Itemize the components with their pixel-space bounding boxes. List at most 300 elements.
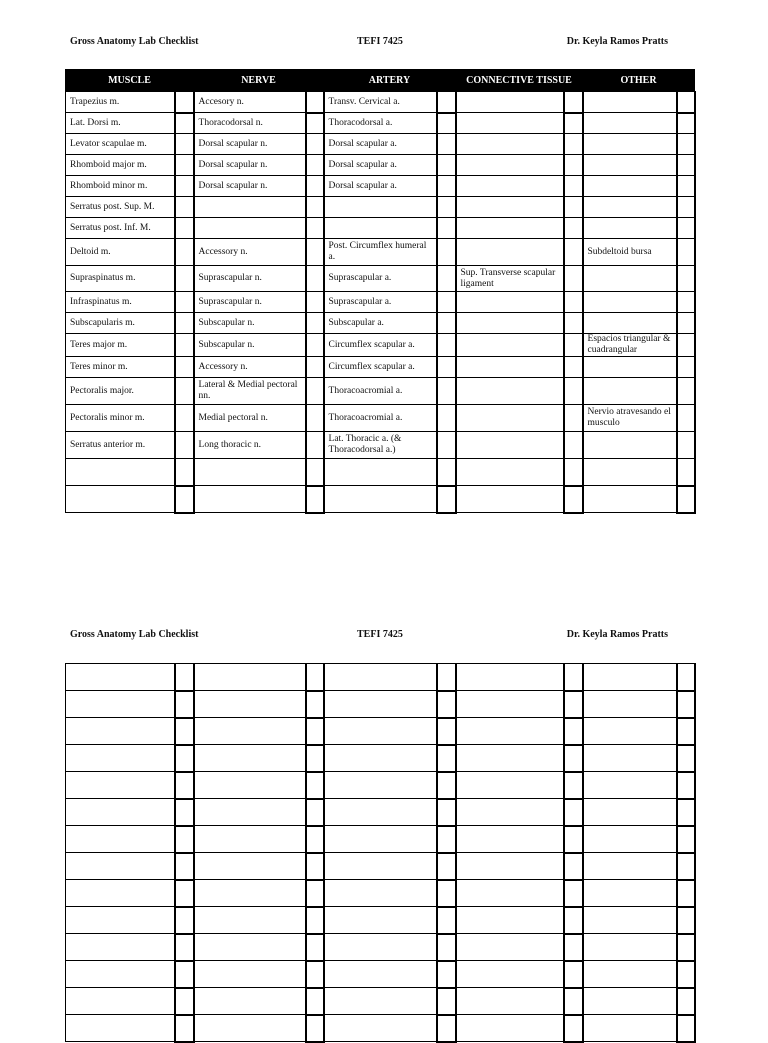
- table-row: [66, 772, 695, 799]
- cell-artery: Dorsal scapular a.: [324, 134, 437, 155]
- cell-muscle: Teres major m.: [66, 334, 175, 357]
- checkbox-connective[interactable]: [564, 880, 583, 907]
- cell-muscle: Supraspinatus m.: [66, 266, 175, 292]
- blank-cell-artery[interactable]: [324, 880, 437, 907]
- checkbox-other[interactable]: [677, 197, 695, 218]
- blank-cell-other[interactable]: [583, 934, 677, 961]
- blank-cell-muscle[interactable]: [66, 853, 175, 880]
- blank-cell-connective[interactable]: [456, 853, 564, 880]
- checkbox-connective[interactable]: [564, 718, 583, 745]
- table-row: [66, 113, 695, 134]
- checkbox-artery[interactable]: [437, 799, 456, 826]
- page-header-top: [70, 35, 668, 49]
- checkbox-other[interactable]: [677, 313, 695, 334]
- checkbox-nerve[interactable]: [306, 799, 324, 826]
- checkbox-nerve[interactable]: [306, 853, 324, 880]
- checkbox-connective[interactable]: [564, 266, 583, 292]
- blank-cell-muscle[interactable]: [66, 718, 175, 745]
- checkbox-artery[interactable]: [437, 239, 456, 266]
- blank-cell-other[interactable]: [583, 961, 677, 988]
- blank-cell-connective[interactable]: [456, 799, 564, 826]
- blank-cell-nerve[interactable]: [194, 745, 306, 772]
- checkbox-other[interactable]: [677, 907, 695, 934]
- checkbox-artery[interactable]: [437, 197, 456, 218]
- checkbox-connective[interactable]: [564, 907, 583, 934]
- checkbox-other[interactable]: [677, 155, 695, 176]
- cell-artery: Dorsal scapular a.: [324, 176, 437, 197]
- cell-other: [583, 378, 677, 405]
- checkbox-other[interactable]: [677, 134, 695, 155]
- blank-cell-connective[interactable]: [456, 718, 564, 745]
- course-title: Gross Anatomy Lab Checklist: [70, 629, 199, 640]
- checkbox-artery[interactable]: [437, 432, 456, 459]
- checkbox-nerve[interactable]: [306, 378, 324, 405]
- checkbox-nerve[interactable]: [306, 1015, 324, 1042]
- checkbox-muscle[interactable]: [175, 691, 194, 718]
- checkbox-nerve[interactable]: [306, 266, 324, 292]
- cell-muscle: Trapezius m.: [66, 92, 175, 113]
- checkbox-artery[interactable]: [437, 745, 456, 772]
- blank-cell-artery[interactable]: [324, 988, 437, 1015]
- checkbox-muscle[interactable]: [175, 313, 194, 334]
- cell-muscle: [66, 486, 175, 513]
- checkbox-other[interactable]: [677, 799, 695, 826]
- checkbox-nerve[interactable]: [306, 357, 324, 378]
- blank-cell-artery[interactable]: [324, 799, 437, 826]
- cell-artery: Thoracoacromial a.: [324, 405, 437, 432]
- blank-cell-muscle[interactable]: [66, 907, 175, 934]
- blank-cell-nerve[interactable]: [194, 826, 306, 853]
- checkbox-connective[interactable]: [564, 988, 583, 1015]
- blank-cell-connective[interactable]: [456, 745, 564, 772]
- blank-cell-connective[interactable]: [456, 961, 564, 988]
- checkbox-nerve[interactable]: [306, 113, 324, 134]
- blank-cell-connective[interactable]: [456, 907, 564, 934]
- checkbox-nerve[interactable]: [306, 459, 324, 486]
- blank-cell-other[interactable]: [583, 1015, 677, 1042]
- cell-nerve: Dorsal scapular n.: [194, 155, 306, 176]
- table-row: [66, 292, 695, 313]
- blank-cell-muscle[interactable]: [66, 745, 175, 772]
- checkbox-artery[interactable]: [437, 907, 456, 934]
- checkbox-muscle[interactable]: [175, 357, 194, 378]
- checkbox-other[interactable]: [677, 357, 695, 378]
- checkbox-artery[interactable]: [437, 961, 456, 988]
- checkbox-connective[interactable]: [564, 357, 583, 378]
- checkbox-muscle[interactable]: [175, 92, 194, 113]
- checkbox-other[interactable]: [677, 880, 695, 907]
- checkbox-muscle[interactable]: [175, 880, 194, 907]
- blank-cell-other[interactable]: [583, 907, 677, 934]
- cell-artery: Dorsal scapular a.: [324, 155, 437, 176]
- blank-cell-other[interactable]: [583, 826, 677, 853]
- checkbox-muscle[interactable]: [175, 266, 194, 292]
- blank-cell-nerve[interactable]: [194, 907, 306, 934]
- checkbox-connective[interactable]: [564, 113, 583, 134]
- checkbox-muscle[interactable]: [175, 961, 194, 988]
- blank-cell-connective[interactable]: [456, 934, 564, 961]
- column-header-other: OTHER: [583, 70, 695, 92]
- blank-cell-other[interactable]: [583, 664, 677, 691]
- checkbox-nerve[interactable]: [306, 176, 324, 197]
- blank-cell-muscle[interactable]: [66, 772, 175, 799]
- checkbox-muscle[interactable]: [175, 113, 194, 134]
- checkbox-muscle[interactable]: [175, 176, 194, 197]
- cell-nerve: [194, 459, 306, 486]
- checkbox-connective[interactable]: [564, 378, 583, 405]
- table-row: [66, 134, 695, 155]
- checkbox-artery[interactable]: [437, 664, 456, 691]
- blank-cell-other[interactable]: [583, 745, 677, 772]
- blank-cell-connective[interactable]: [456, 772, 564, 799]
- blank-cell-other[interactable]: [583, 853, 677, 880]
- cell-nerve: Suprascapular n.: [194, 266, 306, 292]
- column-header-artery: ARTERY: [324, 70, 456, 92]
- blank-cell-artery[interactable]: [324, 745, 437, 772]
- table-row: [66, 718, 695, 745]
- blank-cell-muscle[interactable]: [66, 826, 175, 853]
- checkbox-other[interactable]: [677, 745, 695, 772]
- checkbox-other[interactable]: [677, 664, 695, 691]
- blank-cell-other[interactable]: [583, 880, 677, 907]
- checkbox-connective[interactable]: [564, 405, 583, 432]
- cell-connective: [456, 239, 564, 266]
- cell-other: Subdeltoid bursa: [583, 239, 677, 266]
- blank-cell-artery[interactable]: [324, 664, 437, 691]
- checkbox-connective[interactable]: [564, 826, 583, 853]
- checkbox-other[interactable]: [677, 961, 695, 988]
- cell-connective: [456, 155, 564, 176]
- checkbox-nerve[interactable]: [306, 134, 324, 155]
- cell-nerve: Accessory n.: [194, 239, 306, 266]
- cell-artery: [324, 197, 437, 218]
- checkbox-nerve[interactable]: [306, 691, 324, 718]
- checkbox-artery[interactable]: [437, 772, 456, 799]
- checkbox-muscle[interactable]: [175, 826, 194, 853]
- checkbox-connective[interactable]: [564, 961, 583, 988]
- cell-nerve: Dorsal scapular n.: [194, 176, 306, 197]
- blank-cell-nerve[interactable]: [194, 799, 306, 826]
- checkbox-other[interactable]: [677, 459, 695, 486]
- checkbox-muscle[interactable]: [175, 486, 194, 513]
- column-header-connective-tissue: CONNECTIVE TISSUE: [456, 70, 583, 92]
- checkbox-nerve[interactable]: [306, 218, 324, 239]
- blank-cell-artery[interactable]: [324, 853, 437, 880]
- blank-cell-connective[interactable]: [456, 988, 564, 1015]
- checkbox-muscle[interactable]: [175, 988, 194, 1015]
- checkbox-muscle[interactable]: [175, 799, 194, 826]
- checkbox-connective[interactable]: [564, 1015, 583, 1042]
- blank-cell-nerve[interactable]: [194, 691, 306, 718]
- checkbox-nerve[interactable]: [306, 826, 324, 853]
- checkbox-muscle[interactable]: [175, 292, 194, 313]
- cell-artery: Suprascapular a.: [324, 266, 437, 292]
- checkbox-connective[interactable]: [564, 664, 583, 691]
- checkbox-connective[interactable]: [564, 292, 583, 313]
- checkbox-connective[interactable]: [564, 197, 583, 218]
- blank-cell-nerve[interactable]: [194, 961, 306, 988]
- blank-cell-nerve[interactable]: [194, 880, 306, 907]
- checkbox-other[interactable]: [677, 718, 695, 745]
- checkbox-connective[interactable]: [564, 334, 583, 357]
- table-row: [66, 432, 695, 459]
- checkbox-other[interactable]: [677, 853, 695, 880]
- blank-cell-nerve[interactable]: [194, 664, 306, 691]
- blank-cell-artery[interactable]: [324, 961, 437, 988]
- blank-cell-nerve[interactable]: [194, 934, 306, 961]
- blank-cell-other[interactable]: [583, 988, 677, 1015]
- cell-nerve: Dorsal scapular n.: [194, 134, 306, 155]
- table-row: [66, 197, 695, 218]
- checkbox-connective[interactable]: [564, 218, 583, 239]
- checkbox-muscle[interactable]: [175, 718, 194, 745]
- checkbox-connective[interactable]: [564, 853, 583, 880]
- checkbox-connective[interactable]: [564, 459, 583, 486]
- checkbox-nerve[interactable]: [306, 405, 324, 432]
- cell-connective: [456, 176, 564, 197]
- checkbox-connective[interactable]: [564, 313, 583, 334]
- checkbox-nerve[interactable]: [306, 988, 324, 1015]
- checkbox-other[interactable]: [677, 405, 695, 432]
- checkbox-artery[interactable]: [437, 718, 456, 745]
- checkbox-artery[interactable]: [437, 691, 456, 718]
- checkbox-muscle[interactable]: [175, 664, 194, 691]
- checkbox-connective[interactable]: [564, 92, 583, 113]
- blank-cell-muscle[interactable]: [66, 988, 175, 1015]
- checkbox-artery[interactable]: [437, 459, 456, 486]
- blank-cell-artery[interactable]: [324, 826, 437, 853]
- checkbox-other[interactable]: [677, 292, 695, 313]
- checkbox-nerve[interactable]: [306, 961, 324, 988]
- blank-cell-connective[interactable]: [456, 1015, 564, 1042]
- checkbox-muscle[interactable]: [175, 197, 194, 218]
- checkbox-nerve[interactable]: [306, 92, 324, 113]
- checkbox-connective[interactable]: [564, 176, 583, 197]
- column-header-nerve: NERVE: [194, 70, 324, 92]
- cell-muscle: Levator scapulae m.: [66, 134, 175, 155]
- checkbox-nerve[interactable]: [306, 292, 324, 313]
- blank-cell-connective[interactable]: [456, 691, 564, 718]
- checkbox-muscle[interactable]: [175, 853, 194, 880]
- blank-cell-muscle[interactable]: [66, 1015, 175, 1042]
- blank-cell-muscle[interactable]: [66, 880, 175, 907]
- cell-artery: [324, 459, 437, 486]
- blank-cell-artery[interactable]: [324, 934, 437, 961]
- checkbox-connective[interactable]: [564, 799, 583, 826]
- checkbox-nerve[interactable]: [306, 772, 324, 799]
- checkbox-artery[interactable]: [437, 826, 456, 853]
- checkbox-artery[interactable]: [437, 113, 456, 134]
- checkbox-other[interactable]: [677, 176, 695, 197]
- blank-cell-connective[interactable]: [456, 664, 564, 691]
- checkbox-muscle[interactable]: [175, 134, 194, 155]
- cell-muscle: Rhomboid minor m.: [66, 176, 175, 197]
- checkbox-artery[interactable]: [437, 92, 456, 113]
- checkbox-nerve[interactable]: [306, 239, 324, 266]
- checkbox-artery[interactable]: [437, 134, 456, 155]
- cell-other: [583, 266, 677, 292]
- checkbox-other[interactable]: [677, 92, 695, 113]
- checkbox-other[interactable]: [677, 691, 695, 718]
- checkbox-artery[interactable]: [437, 1015, 456, 1042]
- checkbox-muscle[interactable]: [175, 1015, 194, 1042]
- cell-other: [583, 92, 677, 113]
- cell-artery: Subscapular a.: [324, 313, 437, 334]
- checkbox-nerve[interactable]: [306, 197, 324, 218]
- blank-cell-other[interactable]: [583, 799, 677, 826]
- checkbox-nerve[interactable]: [306, 718, 324, 745]
- table-row: [66, 313, 695, 334]
- blank-cell-muscle[interactable]: [66, 961, 175, 988]
- blank-cell-other[interactable]: [583, 718, 677, 745]
- blank-cell-connective[interactable]: [456, 880, 564, 907]
- blank-cell-artery[interactable]: [324, 1015, 437, 1042]
- checkbox-other[interactable]: [677, 239, 695, 266]
- checkbox-other[interactable]: [677, 378, 695, 405]
- blank-cell-nerve[interactable]: [194, 988, 306, 1015]
- cell-nerve: Medial pectoral n.: [194, 405, 306, 432]
- checkbox-nerve[interactable]: [306, 155, 324, 176]
- blank-cell-muscle[interactable]: [66, 799, 175, 826]
- checkbox-muscle[interactable]: [175, 334, 194, 357]
- blank-cell-connective[interactable]: [456, 826, 564, 853]
- checkbox-connective[interactable]: [564, 486, 583, 513]
- table-row: [66, 961, 695, 988]
- blank-cell-nerve[interactable]: [194, 718, 306, 745]
- course-title: Gross Anatomy Lab Checklist: [70, 36, 199, 47]
- blank-cell-artery[interactable]: [324, 691, 437, 718]
- checkbox-artery[interactable]: [437, 313, 456, 334]
- table-row: [66, 378, 695, 405]
- checkbox-other[interactable]: [677, 113, 695, 134]
- checkbox-muscle[interactable]: [175, 934, 194, 961]
- cell-connective: [456, 197, 564, 218]
- checkbox-connective[interactable]: [564, 745, 583, 772]
- checkbox-artery[interactable]: [437, 378, 456, 405]
- checkbox-other[interactable]: [677, 988, 695, 1015]
- checkbox-connective[interactable]: [564, 934, 583, 961]
- checkbox-artery[interactable]: [437, 853, 456, 880]
- blank-cell-nerve[interactable]: [194, 1015, 306, 1042]
- checkbox-other[interactable]: [677, 772, 695, 799]
- checklist-sheet-filled: [65, 69, 696, 514]
- checkbox-muscle[interactable]: [175, 907, 194, 934]
- checkbox-muscle[interactable]: [175, 432, 194, 459]
- instructor-name: Dr. Keyla Ramos Pratts: [566, 36, 668, 47]
- cell-muscle: Serratus post. Sup. M.: [66, 197, 175, 218]
- checkbox-artery[interactable]: [437, 176, 456, 197]
- checkbox-artery[interactable]: [437, 357, 456, 378]
- table-row: [66, 907, 695, 934]
- checkbox-nerve[interactable]: [306, 664, 324, 691]
- checkbox-nerve[interactable]: [306, 934, 324, 961]
- checkbox-other[interactable]: [677, 934, 695, 961]
- cell-muscle: Serratus anterior m.: [66, 432, 175, 459]
- cell-other: Nervio atravesando el musculo: [583, 405, 677, 432]
- checkbox-artery[interactable]: [437, 266, 456, 292]
- checkbox-artery[interactable]: [437, 486, 456, 513]
- checkbox-nerve[interactable]: [306, 907, 324, 934]
- checkbox-other[interactable]: [677, 1015, 695, 1042]
- checkbox-muscle[interactable]: [175, 218, 194, 239]
- checkbox-artery[interactable]: [437, 334, 456, 357]
- cell-artery: [324, 486, 437, 513]
- checkbox-other[interactable]: [677, 334, 695, 357]
- checkbox-muscle[interactable]: [175, 772, 194, 799]
- checkbox-connective[interactable]: [564, 691, 583, 718]
- checkbox-muscle[interactable]: [175, 378, 194, 405]
- checkbox-nerve[interactable]: [306, 745, 324, 772]
- checkbox-muscle[interactable]: [175, 459, 194, 486]
- checkbox-nerve[interactable]: [306, 334, 324, 357]
- checkbox-artery[interactable]: [437, 405, 456, 432]
- course-code: TEFI 7425: [357, 36, 403, 47]
- cell-muscle: Subscapularis m.: [66, 313, 175, 334]
- cell-artery: Suprascapular a.: [324, 292, 437, 313]
- blank-cell-nerve[interactable]: [194, 853, 306, 880]
- cell-connective: [456, 334, 564, 357]
- cell-artery: Circumflex scapular a.: [324, 334, 437, 357]
- checkbox-connective[interactable]: [564, 239, 583, 266]
- blank-cell-other[interactable]: [583, 691, 677, 718]
- checkbox-other[interactable]: [677, 266, 695, 292]
- cell-connective: Sup. Transverse scapular ligament: [456, 266, 564, 292]
- checkbox-nerve[interactable]: [306, 432, 324, 459]
- table-row: [66, 176, 695, 197]
- blank-cell-muscle[interactable]: [66, 934, 175, 961]
- checkbox-artery[interactable]: [437, 880, 456, 907]
- table-row: [66, 880, 695, 907]
- checkbox-artery[interactable]: [437, 218, 456, 239]
- checkbox-artery[interactable]: [437, 988, 456, 1015]
- table-row: [66, 1015, 695, 1042]
- blank-cell-nerve[interactable]: [194, 772, 306, 799]
- table-row: [66, 266, 695, 292]
- checkbox-other[interactable]: [677, 432, 695, 459]
- cell-artery: Post. Circumflex humeral a.: [324, 239, 437, 266]
- cell-connective: [456, 134, 564, 155]
- checkbox-artery[interactable]: [437, 292, 456, 313]
- checkbox-muscle[interactable]: [175, 239, 194, 266]
- cell-muscle: Deltoid m.: [66, 239, 175, 266]
- blank-cell-artery[interactable]: [324, 718, 437, 745]
- checkbox-other[interactable]: [677, 218, 695, 239]
- table-row: [66, 357, 695, 378]
- blank-cell-artery[interactable]: [324, 772, 437, 799]
- checkbox-artery[interactable]: [437, 934, 456, 961]
- blank-cell-muscle[interactable]: [66, 664, 175, 691]
- checkbox-connective[interactable]: [564, 155, 583, 176]
- cell-nerve: Long thoracic n.: [194, 432, 306, 459]
- checkbox-muscle[interactable]: [175, 745, 194, 772]
- checkbox-connective[interactable]: [564, 134, 583, 155]
- checkbox-nerve[interactable]: [306, 880, 324, 907]
- checkbox-other[interactable]: [677, 826, 695, 853]
- blank-cell-artery[interactable]: [324, 907, 437, 934]
- checkbox-connective[interactable]: [564, 772, 583, 799]
- checkbox-muscle[interactable]: [175, 405, 194, 432]
- table-row: [66, 459, 695, 486]
- blank-cell-other[interactable]: [583, 772, 677, 799]
- checkbox-connective[interactable]: [564, 432, 583, 459]
- blank-cell-muscle[interactable]: [66, 691, 175, 718]
- checkbox-nerve[interactable]: [306, 486, 324, 513]
- checkbox-nerve[interactable]: [306, 313, 324, 334]
- checkbox-artery[interactable]: [437, 155, 456, 176]
- cell-other: [583, 113, 677, 134]
- checkbox-muscle[interactable]: [175, 155, 194, 176]
- checkbox-other[interactable]: [677, 486, 695, 513]
